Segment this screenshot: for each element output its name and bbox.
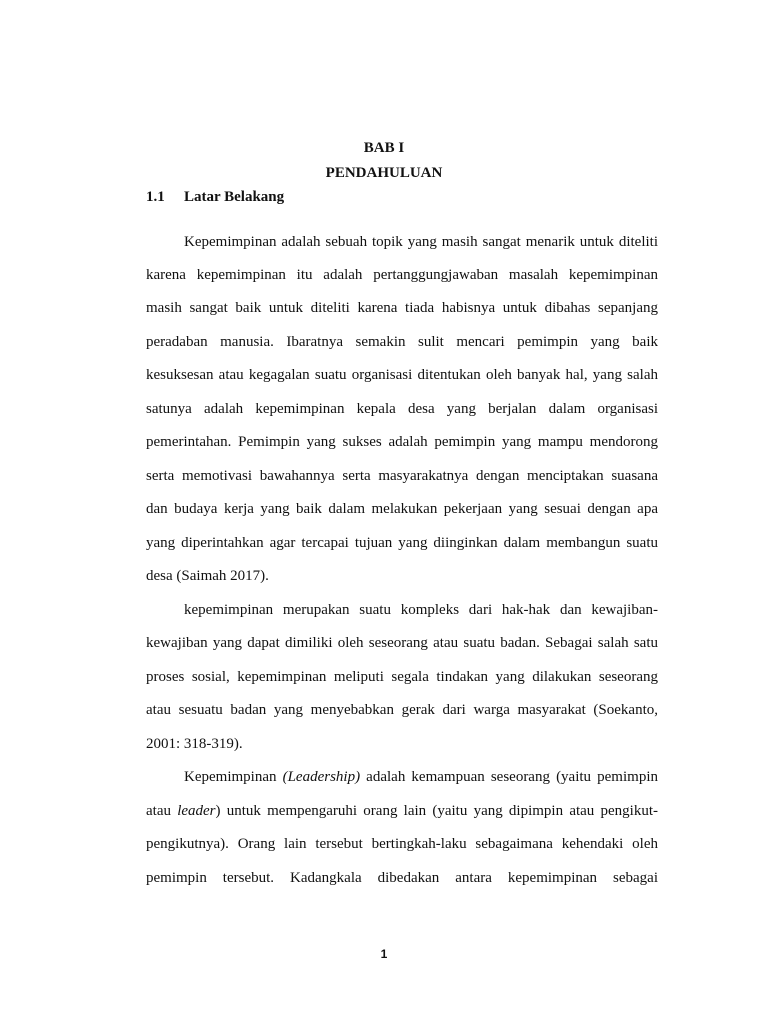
chapter-title: PENDAHULUAN <box>325 165 443 181</box>
page-number: 1 <box>380 947 388 961</box>
paragraph-line: atau sesuatu badan yang menyebabkan gerak dari warga masyarakat (Soekanto, <box>146 702 658 718</box>
paragraph-line <box>146 801 658 821</box>
paragraph-line: dan budaya kerja yang baik dalam melakukan pekerjaan yang sesuai dengan apa <box>146 501 658 517</box>
paragraph-line: satunya adalah kepemimpinan kepala desa yang berjalan dalam organisasi <box>146 401 658 417</box>
paragraph-line: kepemimpinan merupakan suatu kompleks dari hak-hak dan kewajiban- <box>184 602 658 618</box>
chapter-label: BAB I <box>363 140 405 156</box>
section-title: Latar Belakang <box>184 189 285 205</box>
paragraph-line: proses sosial, kepemimpinan meliputi segala tindakan yang dilakukan seseorang <box>146 669 658 685</box>
paragraph-line: pemerintahan. Pemimpin yang sukses adalah pemimpin yang mampu mendorong <box>146 434 658 450</box>
paragraph-line: serta memotivasi bawahannya serta masyarakatnya dengan menciptakan suasana <box>146 468 658 484</box>
paragraph-line: pengikutnya). Orang lain tersebut bertingkah-laku sebagaimana kehendaki oleh <box>146 836 658 852</box>
text-run: atau <box>146 803 178 819</box>
paragraph-line: desa (Saimah 2017). <box>146 568 269 584</box>
paragraph-line: yang diperintahkan agar tercapai tujuan yang diinginkan dalam membangun suatu <box>146 535 658 551</box>
text-run: adalah kemampuan seseorang (yaitu pemimpin <box>360 769 658 785</box>
text-run: Kepemimpinan <box>184 769 283 785</box>
section-number: 1.1 <box>146 189 165 205</box>
paragraph-line: kesuksesan atau kegagalan suatu organisasi ditentukan oleh banyak hal, yang salah <box>146 367 658 383</box>
paragraph-line <box>184 767 658 787</box>
italic-term: leader <box>177 803 216 819</box>
paragraph-line: pemimpin tersebut. Kadangkala dibedakan antara kepemimpinan sebagai <box>146 870 658 886</box>
paragraph-line: Kepemimpinan adalah sebuah topik yang masih sangat menarik untuk diteliti <box>184 234 658 250</box>
paragraph-line: kewajiban yang dapat dimiliki oleh seseorang atau suatu badan. Sebagai salah satu <box>146 635 658 651</box>
italic-term: (Leadership) <box>282 769 361 785</box>
text-run: ) untuk mempengaruhi orang lain (yaitu yang dipimpin atau pengikut- <box>215 803 658 819</box>
paragraph-line: peradaban manusia. Ibaratnya semakin sulit mencari pemimpin yang baik <box>146 334 658 350</box>
section-heading <box>146 187 284 207</box>
paragraph-line: karena kepemimpinan itu adalah pertanggungjawaban masalah kepemimpinan <box>146 267 658 283</box>
paragraph-line: masih sangat baik untuk diteliti karena tiada habisnya untuk dibahas sepanjang <box>146 300 658 316</box>
paragraph-line: 2001: 318-319). <box>146 736 243 752</box>
